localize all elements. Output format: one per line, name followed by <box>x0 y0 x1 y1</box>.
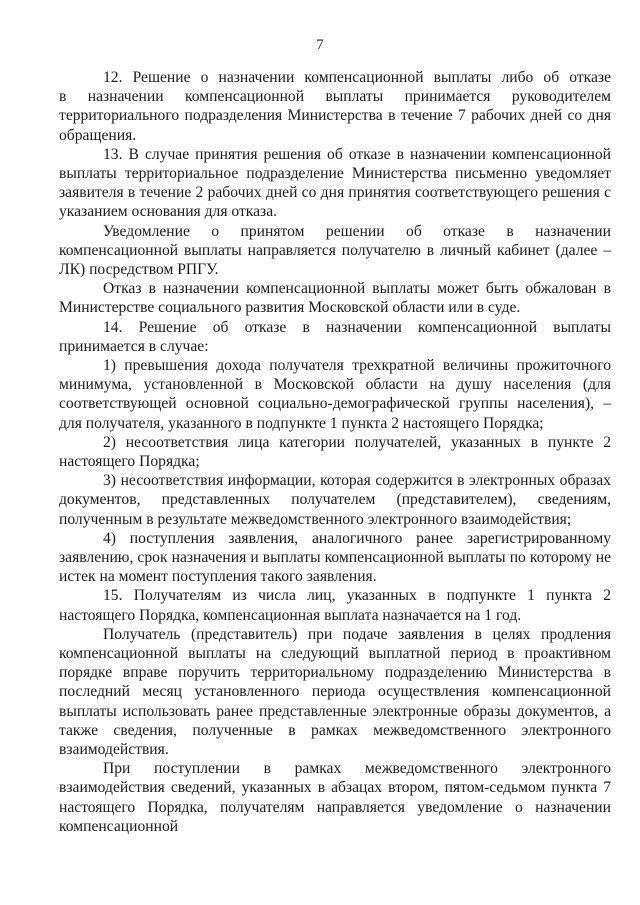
paragraph-subitem-14-4: 4) поступления заявления, аналогичного ранее зарегистрированному заявлению, срок назначения и выплаты компенсационной выплаты по которому не истек на момент поступления такого заявления. <box>59 529 611 586</box>
text-line: 12. Решение о назначении компенсационной выплаты либо об отказе <box>103 69 611 86</box>
paragraph-item-15: 15. Получателям из числа лиц, указанных в подпункте 1 пункта 2 настоящего Порядка, компенсационная выплата назначается на 1 год. <box>59 587 611 624</box>
text-line: территориального подразделения Министерства в течение 7 рабочих дней со дня <box>59 107 611 125</box>
text-line: обращения. <box>59 126 137 144</box>
document-body <box>59 68 611 836</box>
text-line: в назначении компенсационной выплаты принимается руководителем <box>59 88 611 106</box>
paragraph-subitem-14-3: 3) несоответствия информации, которая содержится в электронных образах документов, представленных получателем (представителем), сведениям, полученным в результате межведомственного электронного взаимодействия; <box>59 472 611 528</box>
paragraph-proactive-extension: Получатель (представитель) при подаче заявления в целях продления компенсационной выплаты на следующий выплатной период в проактивном порядке вправе поручить территориальному подразделению Министерства в последний месяц установленного периода осуществления компенсационной выплаты использовать ранее представленные электронные образы документов, а также сведения, полученные в рамках межведомственного электронного взаимодействия. <box>59 625 611 759</box>
paragraph-appeal: Отказ в назначении компенсационной выплаты может быть обжалован в Министерстве социального развития Московской области или в суде. <box>59 280 611 317</box>
paragraph-subitem-14-2: 2) несоответствия лица категории получателей, указанных в пункте 2 настоящего Порядка; <box>59 433 611 470</box>
paragraph-refusal-notice: Уведомление о принятом решении об отказе в назначении компенсационной выплаты направляется получателю в личный кабинет (далее – ЛК) посредством РПГУ. <box>59 222 611 278</box>
paragraph-interagency-receipt: При поступлении в рамках межведомственного электронного взаимодействия сведений, указанных в абзацах втором, пятом-седьмом пункта 7 настоящего Порядка, получателям направляется уведомление о назначении компенсационной <box>59 760 611 835</box>
page-number: 7 <box>316 37 324 53</box>
paragraph-item-12 <box>59 68 611 145</box>
paragraph-subitem-14-1: 1) превышения дохода получателя трехкратной величины прожиточного минимума, установленной в Московской области на душу населения (для соответствующей основной социально-демографической группы населения), – для получателя, указанного в подпункте 1 пункта 2 настоящего Порядка; <box>59 356 611 432</box>
paragraph-item-13: 13. В случае принятия решения об отказе в назначении компенсационной выплаты территориальное подразделение Министерства письменно уведомляет заявителя в течение 2 рабочих дней со дня принятия соответствующего решения с указанием основания для отказа. <box>59 145 611 221</box>
paragraph-item-14: 14. Решение об отказе в назначении компенсационной выплаты принимается в случае: <box>59 318 611 355</box>
